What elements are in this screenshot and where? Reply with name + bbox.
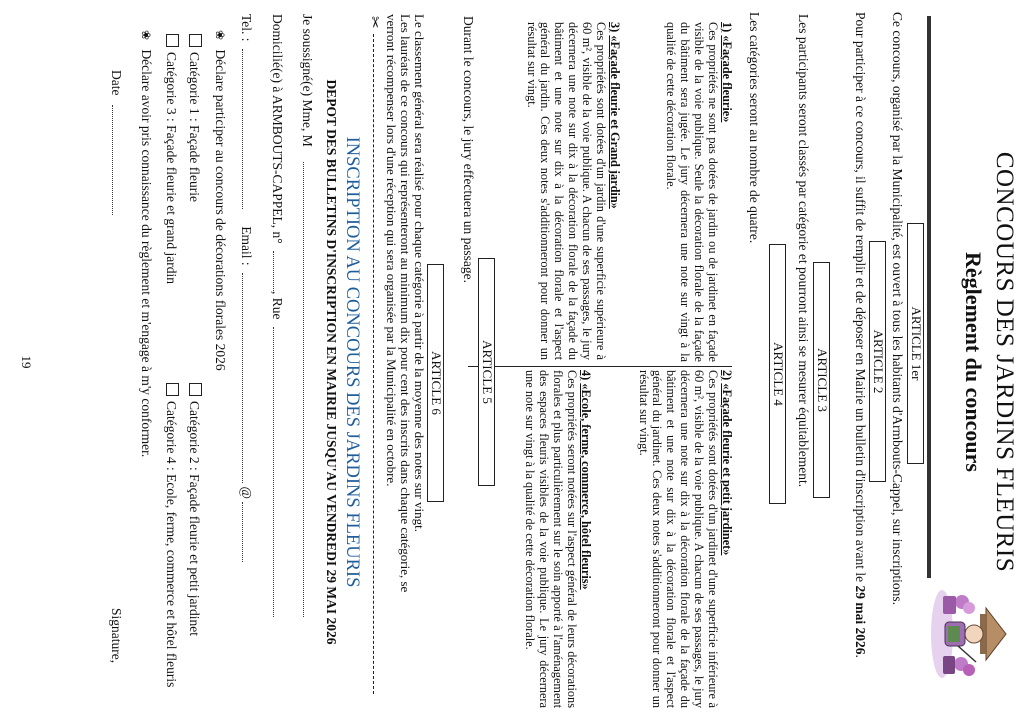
article-2-text-end: . xyxy=(853,654,868,658)
category-4-block xyxy=(522,370,592,708)
category-1-checkbox[interactable] xyxy=(189,34,202,47)
at-sign: @ xyxy=(239,486,254,499)
category-3-option[interactable] xyxy=(164,34,179,374)
page-title: CONCOURS DES JARDINS FLEURIS xyxy=(991,151,1018,573)
flower-bullet-icon: ❀ xyxy=(213,30,227,41)
article-2-heading: ARTICLE 2 xyxy=(869,241,886,482)
page-subtitle: Règlement du concours xyxy=(961,252,986,472)
domicile-row: Domicilié(e) à ARMBOUTS-CAPPEL, n° , Rue xyxy=(270,14,285,714)
category-2-body: Ces propriétés sont dotées d'un jardinet d'une superficie inférieure à 60 m², visible de la voie publique. A chacun de ses passages, le jury décernera une note sur dix à la décoration florale de la façade du bâtiment et une note sur dix à la décoration florale et l'aspect général du jardinet. Ces deux notes s'additionneront pour donner un résultat sur vingt. xyxy=(636,370,721,708)
tel-label: Tel. : xyxy=(239,14,254,42)
soussigne-row xyxy=(300,14,315,714)
category-3-number: 3) xyxy=(608,22,622,33)
category-2-option-label: Catégorie 2 : Façade fleurie et petit jardinet xyxy=(187,401,202,637)
category-1-option[interactable] xyxy=(187,34,202,374)
street-number-field[interactable] xyxy=(273,251,274,291)
street-field[interactable] xyxy=(273,327,274,617)
scissors-icon: ✂ xyxy=(366,16,382,29)
inscription-deadline: DEPOT DES BULLETINS D'INSCRIPTION EN MAIRIE JUSQU'AU VENDREDI 29 MAI 2026 xyxy=(324,79,339,645)
article-2-deadline: 29 mai 2026 xyxy=(853,585,868,655)
category-3-title: «Façade fleurie et Grand jardin» xyxy=(608,35,622,209)
declare-reglement-row xyxy=(138,30,154,710)
declare-reglement-text: Déclare avoir pris connaissance du règlement et m'engage à m'y conformer. xyxy=(139,49,154,458)
domicile-label: Domicilié(e) à ARMBOUTS-CAPPEL, n° xyxy=(270,14,285,244)
article-1-text: Ce concours, organisé par la Municipalité, est ouvert à tous les habitants d'Armbouts-Cappel, sur inscriptions. xyxy=(890,12,905,606)
category-4-number: 4) xyxy=(579,370,593,381)
article-3-heading: ARTICLE 3 xyxy=(813,262,830,498)
category-3-body: Ces propriétés sont dotées d'un jardin d'une superficie supérieure à 60 m², visible de la voie publique. A chacun de ses passages, le jury décernera une note sur dix à la décoration florale de la façade du bâtiment et une note sur dix à la décoration florale et l'aspect général du jardin. Ces deux notes s'additionneront pour donner un résultat sur vingt. xyxy=(524,22,609,360)
article-6-heading: ARTICLE 6 xyxy=(427,264,444,502)
declare-participer-text: Déclare participer au concours de décorations florales 2026 xyxy=(213,49,228,371)
category-1-number: 1) xyxy=(720,22,734,33)
article-3-text: Les participants seront classés par catégorie et pourront ainsi se mesurer équitablement. xyxy=(796,14,811,488)
page-number: 19 xyxy=(19,355,34,369)
category-4-title: «Ecole, ferme, commerce, hôtel fleuris» xyxy=(579,383,593,590)
category-3-checkbox[interactable] xyxy=(166,34,179,47)
date-field[interactable] xyxy=(112,105,113,215)
contact-row xyxy=(239,14,254,714)
article-4-heading: ARTICLE 4 xyxy=(769,244,786,504)
flower-bullet-icon: ❀ xyxy=(139,30,153,41)
category-2-option[interactable] xyxy=(187,383,202,723)
category-2-title: «Façade fleurie et petit jardinet» xyxy=(720,383,734,556)
title-rule xyxy=(927,16,931,578)
signature-label: Signature, xyxy=(109,608,124,664)
email-domain-field[interactable] xyxy=(242,502,243,562)
cut-line xyxy=(373,34,374,694)
category-2-number: 2) xyxy=(720,370,734,381)
category-2-checkbox[interactable] xyxy=(189,383,202,396)
inscription-title: INSCRIPTION AU CONCOURS DES JARDINS FLEURIS xyxy=(342,136,362,588)
category-4-option[interactable] xyxy=(164,383,179,723)
article-5-text: Durant le concours, le jury effectuera un passage. xyxy=(461,16,476,284)
category-1-option-label: Catégorie 1 : Façade fleurie xyxy=(187,52,202,202)
tel-field[interactable] xyxy=(242,49,243,209)
soussigne-field[interactable] xyxy=(303,162,304,617)
declare-participer-row xyxy=(212,30,228,710)
category-divider xyxy=(468,366,732,367)
category-1-body: Ces propriétés ne sont pas dotées de jardin ou de jardinet en façade visible de la voie publique. Seule la décoration florale de la façade du bâtiment sera jugée. Le jury décernera une note sur vingt à la qualité de cette décoration florale. xyxy=(664,22,721,362)
article-6-line-1: Le classement général sera réalisé pour chaque catégorie à partir de la moyenne des notes sur vingt. xyxy=(412,14,427,532)
article-2-text-start: Pour participer à ce concours, il suffit de remplir et de déposer en Mairie un bulletin d'inscription avant le xyxy=(853,12,868,586)
article-1-heading: ARTICLE 1er xyxy=(907,223,924,464)
category-3-block xyxy=(524,22,621,360)
article-6-line-2: Les lauréats de ce concours qui représenteront au minimum dix pour cent des inscrits dans chaque catégorie, se xyxy=(398,14,413,593)
email-field[interactable] xyxy=(242,273,243,483)
article-5-heading: ARTICLE 5 xyxy=(478,258,495,486)
article-4-intro: Les catégories seront au nombre de quatre. xyxy=(747,12,762,244)
soussigne-label: Je soussigné(e) Mme, M xyxy=(300,14,315,147)
rue-label: Rue xyxy=(270,297,285,320)
date-label: Date xyxy=(109,70,124,96)
article-6-line-3: verront récompenser lors d'une réception qui sera organisée par la Municipalité en octobre. xyxy=(384,14,399,487)
category-4-checkbox[interactable] xyxy=(166,383,179,396)
category-3-option-label: Catégorie 3 : Façade fleurie et grand jardin xyxy=(164,52,179,285)
category-4-body: Ces propriétés seront notées sur l'aspect général de leurs décorations florales et plus particulièrement sur le soin apporté à l'aménagement des espaces fleuris visibles de la voie publique. Le jury décernera une note sur vingt à la qualité de cette décoration florale. xyxy=(523,370,580,708)
article-2-text xyxy=(853,12,868,712)
category-1-block xyxy=(663,22,733,362)
category-4-option-label: Catégorie 4 : Ecole, ferme, commerce et hôtel fleuris xyxy=(164,401,179,688)
category-1-title: «Façade fleurie» xyxy=(720,35,734,123)
date-row xyxy=(109,70,124,215)
email-label: Email : xyxy=(239,226,254,266)
category-2-block xyxy=(636,370,733,708)
